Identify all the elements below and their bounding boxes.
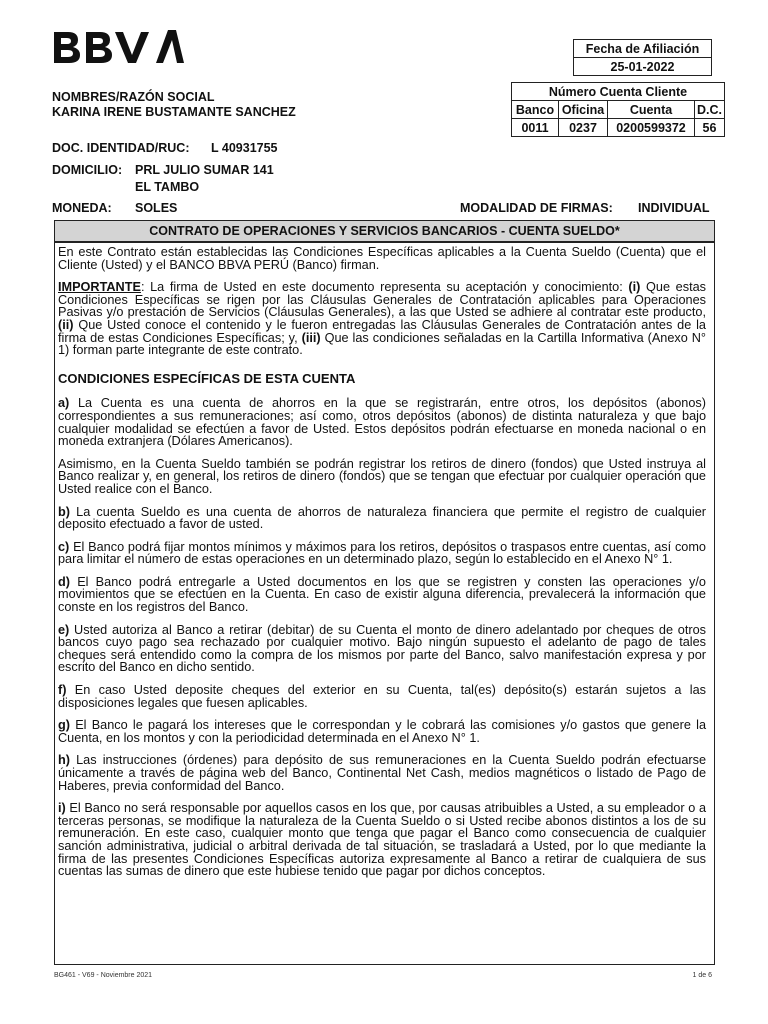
clause-b-text: La cuenta Sueldo es una cuenta de ahorros de naturaleza financiera que permite el registro de cualquier deposito efectuado a favor de usted. — [58, 504, 706, 532]
intro-paragraph: En este Contrato están establecidas las Condiciones Específicas aplicables a la Cuenta Sueldo (Cuenta) que el Cliente (Usted) y el BANCO BBVA PERÚ (Banco) firman. — [58, 245, 706, 272]
importante-text-4: Que las condiciones señaladas en la Cartilla Informativa (Anexo N° 1) forman parte integrante de este contrato. — [58, 330, 706, 358]
fecha-value: 25-01-2022 — [574, 58, 712, 76]
fecha-label: Fecha de Afiliación — [574, 40, 712, 58]
importante-paragraph — [58, 281, 706, 357]
importante-text-2: Que estas Condiciones Específicas se rigen por las Cláusulas Generales de Contratación aplicables para Operaciones Pasivas y/o prestación de Servicios (Cláusulas Generales), a las que Usted se adhiere al contratar este producto, — [58, 280, 706, 320]
clause-d-text: El Banco podrá entregarle a Usted documentos en los que se registren y consten las operaciones y/o movimientos que se efectúen en la Cuenta. En caso de existir alguna diferencia, prevalecerá la información que conste en los registros del Banco. — [58, 574, 706, 615]
clause-b — [58, 506, 706, 531]
modalidad-label: MODALIDAD DE FIRMAS: — [460, 201, 613, 215]
domicilio-line-1: PRL JULIO SUMAR 141 — [135, 163, 274, 177]
clause-i-text: El Banco no será responsable por aquellos casos en los que, por causas atribuibles a Usted, a su empleador o a terceras personas, se modifique la naturaleza de la Cuenta Sueldo o si Usted recibe abonos distintos a los de su remuneración. En este caso, cualquier monto que tenga que pagar el Banco como consecuencia de cualquier sanción administrativa, judicial o arbitral derivada de tal situación, se trasladará a Usted, por lo que mediante la firma de las presentes Condiciones Específicas autoriza expresamente al Banco a retirar de cualquiera de sus cuentas las sumas de dinero que este hubiese tenido que pagar por dichos conceptos. — [58, 801, 706, 879]
domicilio-line-2: EL TAMBO — [135, 180, 200, 194]
cuenta-value-cuenta: 0200599372 — [608, 119, 695, 137]
clause-d — [58, 576, 706, 614]
numero-cuenta-box — [511, 82, 725, 137]
nombre-label: NOMBRES/RAZÓN SOCIAL — [52, 90, 215, 104]
section-title: CONDICIONES ESPECÍFICAS DE ESTA CUENTA — [58, 370, 356, 386]
bbva-logo — [52, 26, 186, 66]
doc-label: DOC. IDENTIDAD/RUC: — [52, 141, 190, 155]
clause-a-text: La Cuenta es una cuenta de ahorros en la que se registrarán, entre otros, los depósitos (abonos) correspondientes a sus remuneraciones; así como, otros depósitos (abonos) de distinta naturaleza y que bajo cualquier modalidad se efectúen a favor de Usted. Estos depósitos podrán efectuarse en moneda nacional o en moneda extranjera (Dólares Americanos). — [58, 396, 706, 449]
cuenta-header-cuenta: Cuenta — [608, 101, 695, 119]
clause-a-continuation: Asimismo, en la Cuenta Sueldo también se podrán registrar los retiros de dinero (fondos) que Usted instruya al Banco realizar y, en general, los retiros de dinero (fondos) que se tengan que efectuar por cualquier operación que Usted realice con el Banco. — [58, 456, 706, 496]
clause-g — [58, 719, 706, 744]
modalidad-value: INDIVIDUAL — [638, 201, 710, 215]
cuenta-value-dc: 56 — [695, 119, 725, 137]
nombre-value: KARINA IRENE BUSTAMANTE SANCHEZ — [52, 105, 296, 119]
clause-d-label: d) — [58, 574, 70, 589]
importante-label: IMPORTANTE — [58, 280, 141, 295]
clause-a — [58, 397, 706, 447]
clause-g-text: El Banco le pagará los intereses que le correspondan y le cobrará las comisiones y/o gastos que genere la Cuenta, en los montos y con la periodicidad determinada en el Anexo N° 1. — [58, 718, 706, 745]
clause-i-label: i) — [58, 801, 66, 816]
clause-c — [58, 541, 706, 566]
cuenta-header-dc: D.C. — [695, 101, 725, 119]
fecha-afiliacion-box — [573, 39, 712, 76]
cuenta-value-banco: 0011 — [512, 119, 559, 137]
importante-marker-2: (ii) — [58, 317, 74, 332]
clause-c-label: c) — [58, 539, 70, 554]
contract-body — [58, 246, 706, 888]
importante-marker-1: (i) — [628, 280, 641, 295]
cuenta-value-oficina: 0237 — [559, 119, 608, 137]
cuenta-header-oficina: Oficina — [559, 101, 608, 119]
clause-f — [58, 684, 706, 709]
clause-h-label: h) — [58, 753, 70, 768]
clause-c-text: El Banco podrá fijar montos mínimos y máximos para los retiros, depósitos o traspasos entre cuentas, así como para limitar el número de estas operaciones en un determinado plazo, según lo establecido en el Anexo N° 1. — [58, 539, 706, 567]
clause-f-label: f) — [58, 683, 67, 698]
cuenta-title: Número Cuenta Cliente — [512, 83, 725, 101]
clause-e-label: e) — [58, 622, 70, 637]
importante-marker-3: (iii) — [301, 330, 321, 345]
clause-g-label: g) — [58, 718, 70, 733]
clause-b-label: b) — [58, 504, 70, 519]
domicilio-label: DOMICILIO: — [52, 163, 123, 177]
footer-version: BG461 - V69 - Noviembre 2021 — [54, 972, 153, 979]
footer-page-number: 1 de 6 — [692, 972, 712, 979]
clause-e — [58, 624, 706, 674]
clause-h-text: Las instrucciones (órdenes) para depósito de sus remuneraciones en la Cuenta Sueldo podrán efectuarse únicamente a través de página web del Banco, Continental Net Cash, medios magnéticos o listado de Pago de Haberes, previa conformidad del Banco. — [58, 753, 706, 793]
clause-i — [58, 802, 706, 878]
clause-h — [58, 754, 706, 792]
moneda-label: MONEDA: — [52, 201, 112, 215]
contract-title: CONTRATO DE OPERACIONES Y SERVICIOS BANCARIOS - CUENTA SUELDO* — [54, 220, 715, 242]
clause-e-text: Usted autoriza al Banco a retirar (debitar) de su Cuenta el monto de dinero adelantado por cheques de otros bancos cuyo pago sea rechazado por cualquier motivo. Bajo ningún supuesto el adelanto de pago de tales cheques será entendido como la compra de los mismos por parte del Banco, salvo manifestación expresa y por escrito del Banco en dicho sentido. — [58, 622, 706, 675]
importante-text-3: Que Usted conoce el contenido y le fueron entregadas las Cláusulas Generales de Contratación antes de la firma de estas Condiciones Específicas; y, — [58, 317, 706, 345]
clause-f-text: En caso Usted deposite cheques del exterior en su Cuenta, tal(es) depósito(s) estarán sujetos a las disposiciones legales que fuesen aplicables. — [58, 683, 706, 710]
moneda-value: SOLES — [135, 201, 178, 215]
cuenta-header-banco: Banco — [512, 101, 559, 119]
clause-a-label: a) — [58, 396, 70, 411]
importante-text-1: : La firma de Usted en este documento representa su aceptación y conocimiento: — [140, 280, 629, 295]
doc-value: L 40931755 — [211, 141, 278, 155]
